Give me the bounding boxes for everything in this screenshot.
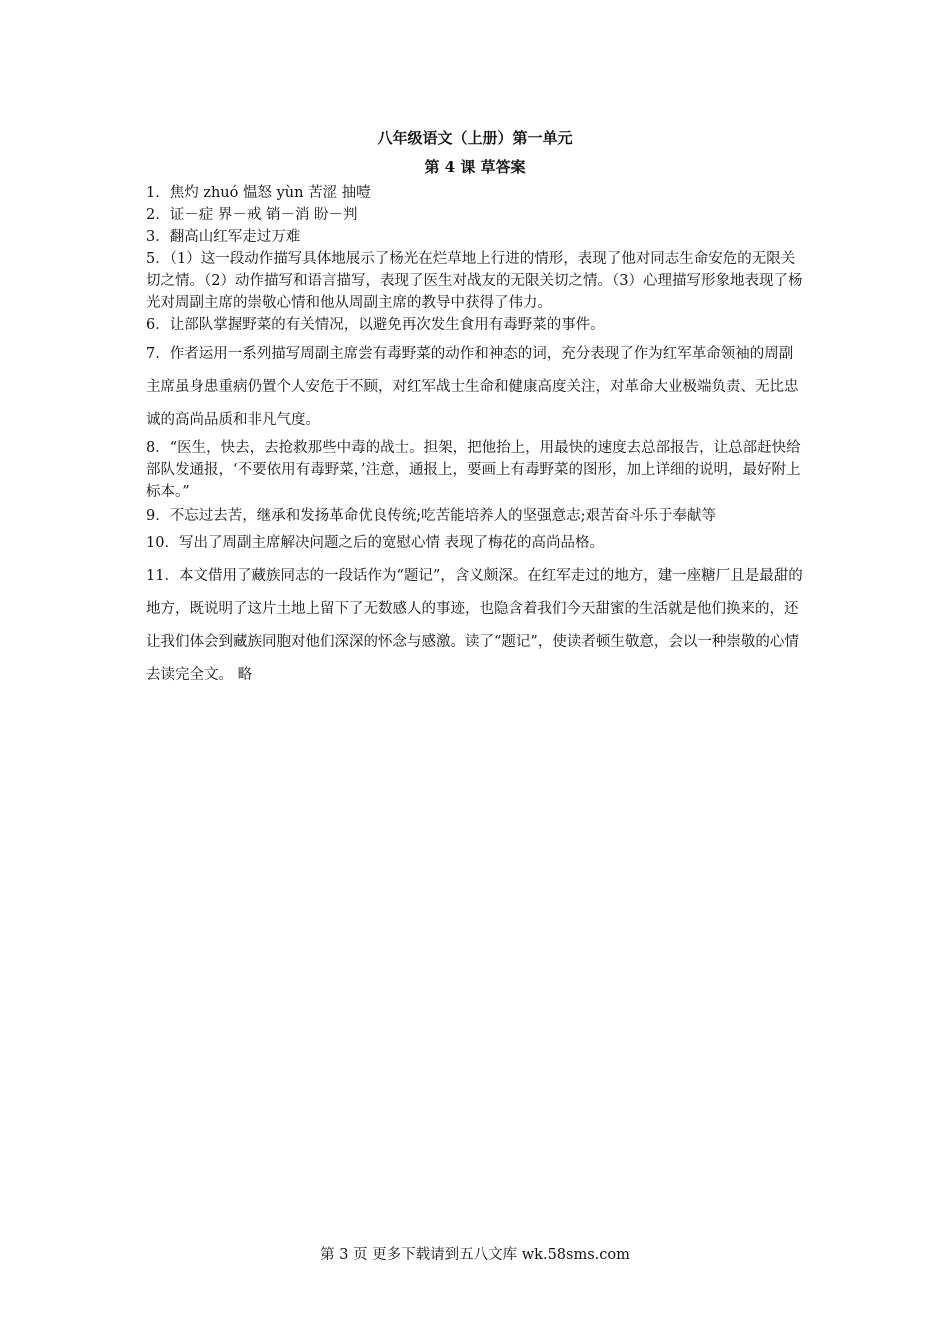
answer-7: 7．作者运用一系列描写周副主席尝有毒野菜的动作和神态的词，充分表现了作为红军革命领袖的周副主席虽身患重病仍置个人安危于不顾，对红军战士生命和健康高度关注，对革命大业极端负责、无比忠诚的高尚品质和非凡气度。 [146, 346, 799, 428]
answer-10: 10．写出了周副主席解决问题之后的宽慰心情 表现了梅花的高尚品格。 [146, 535, 605, 551]
answer-8: 8．“医生，快去，去抢救那些中毒的战士。担架，把他抬上，用最快的速度去总部报告，让总部赶快给部队发通报，‘不要依用有毒野菜，’注意，通报上，要画上有毒野菜的图形，加上详细的说明，最好附上标本。” [146, 440, 801, 500]
answer-6: 6．让部队掌握野菜的有关情况，以避免再次发生食用有毒野菜的事件。 [146, 317, 605, 333]
answer-5: 5．（1）这一段动作描写具体地展示了杨光在烂草地上行进的情形，表现了他对同志生命安危的无限关切之情。（2）动作描写和语言描写，表现了医生对战友的无限关切之情。（3）心理描写形象地表现了杨光对周副主席的崇敬心情和他从周副主席的教导中获得了伟力。 [146, 251, 803, 311]
answer-body [146, 182, 806, 692]
page-footer: 第 3 页 更多下载请到五八文库 wk.58sms.com [320, 1247, 630, 1263]
answer-3: 3．翻高山红军走过万难 [146, 229, 301, 245]
answer-9: 9．不忘过去苦，继承和发扬革命优良传统;吃苦能培养人的坚强意志;艰苦奋斗乐于奉献等 [146, 508, 716, 524]
lesson-subtitle: 第 4 课 草答案 [424, 158, 526, 176]
page-title: 八年级语文（上册）第一单元 [377, 129, 573, 147]
answer-2: 2．证－症 界－戒 销－消 盼－判 [146, 207, 358, 223]
answer-11: 11．本文借用了藏族同志的一段话作为“题记”，含义颇深。在红军走过的地方，建一座糖厂且是最甜的地方，既说明了这片土地上留下了无数感人的事迹，也隐含着我们今天甜蜜的生活就是他们换来的，还让我们体会到藏族同胞对他们深深的怀念与感激。读了“题记”，使读者顿生敬意，会以一种崇敬的心情去读完全文。 略 [146, 568, 803, 683]
answer-1: 1．焦灼 zhuó 愠怒 yùn 苦涩 抽噎 [146, 185, 371, 201]
